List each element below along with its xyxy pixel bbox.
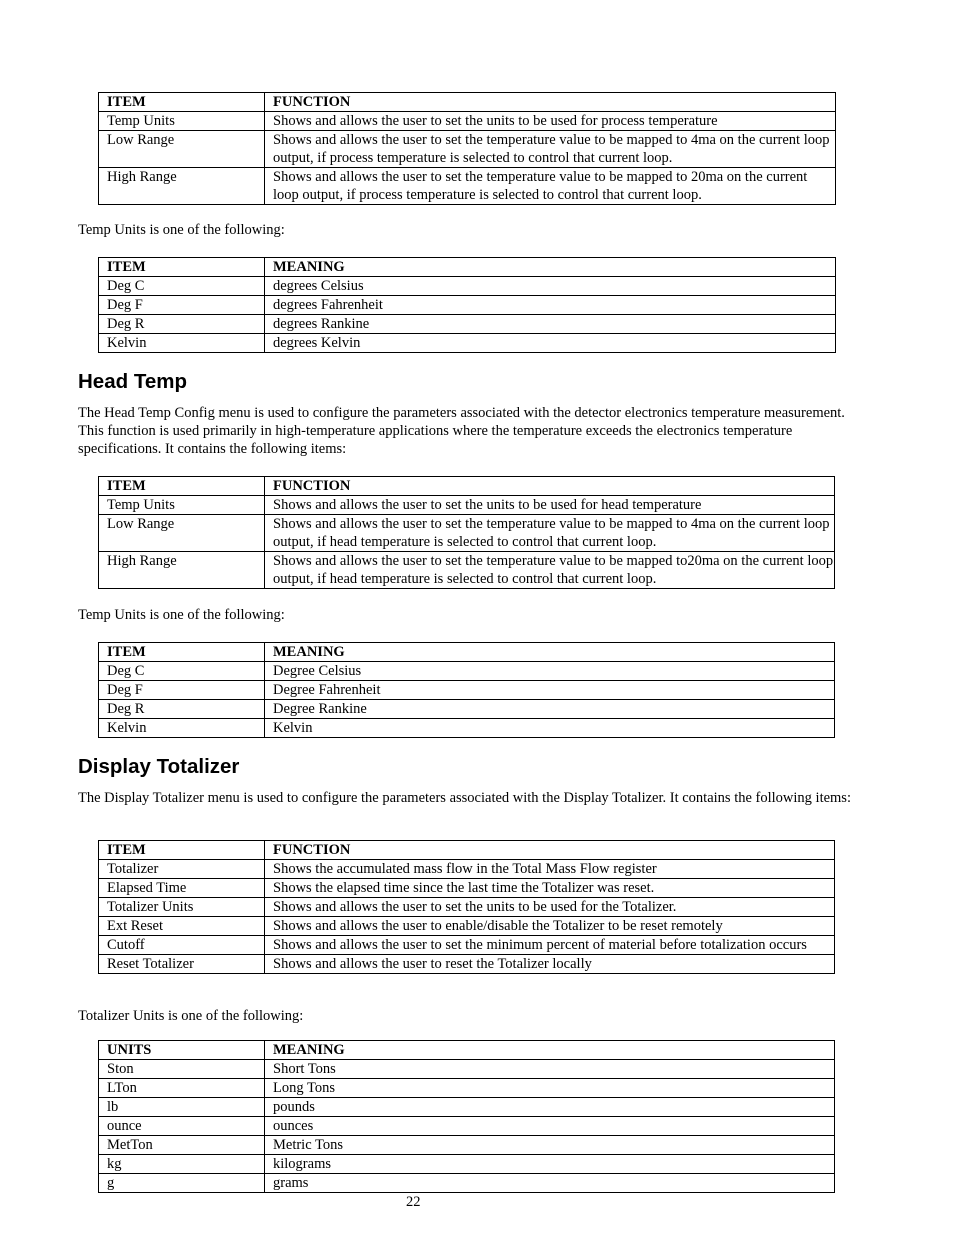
row-key-cell: Deg C bbox=[99, 277, 265, 296]
header-item: ITEM bbox=[99, 93, 265, 112]
row-value-cell: degrees Rankine bbox=[265, 315, 836, 334]
row-value-cell: Shows and allows the user to set the minimum percent of material before totalization occurs bbox=[265, 936, 835, 955]
table-row bbox=[99, 131, 836, 168]
row-key-cell: Deg R bbox=[99, 700, 265, 719]
row-key-cell: ounce bbox=[99, 1117, 265, 1136]
header-meaning: MEANING bbox=[265, 258, 836, 277]
header-function: FUNCTION bbox=[265, 93, 836, 112]
header-meaning: MEANING bbox=[265, 1041, 835, 1060]
row-value-cell: degrees Celsius bbox=[265, 277, 836, 296]
header-item: ITEM bbox=[99, 841, 265, 860]
row-value-cell: Short Tons bbox=[265, 1060, 835, 1079]
header-item: ITEM bbox=[99, 477, 265, 496]
row-key-cell: High Range bbox=[99, 552, 265, 589]
header-item: ITEM bbox=[99, 258, 265, 277]
row-value-cell: Shows and allows the user to set the units to be used for the Totalizer. bbox=[265, 898, 835, 917]
row-value-cell: Shows and allows the user to set the temperature value to be mapped to 4ma on the current loop output, if head temperature is selected to control that current loop. bbox=[265, 515, 835, 552]
row-value-cell: Shows the elapsed time since the last time the Totalizer was reset. bbox=[265, 879, 835, 898]
row-value-cell: Shows and allows the user to reset the Totalizer locally bbox=[265, 955, 835, 974]
page-number: 22 bbox=[406, 1194, 421, 1210]
row-value-cell: Degree Fahrenheit bbox=[265, 681, 835, 700]
row-key-cell: Ston bbox=[99, 1060, 265, 1079]
process-temp-items-table bbox=[98, 92, 836, 205]
table-row bbox=[99, 1174, 835, 1193]
process-temp-units-table bbox=[98, 257, 836, 353]
table-row bbox=[99, 1060, 835, 1079]
row-value-cell: Degree Celsius bbox=[265, 662, 835, 681]
display-totalizer-description: The Display Totalizer menu is used to configure the parameters associated with the Display Totalizer. It contains the following items: bbox=[78, 790, 851, 806]
table-row bbox=[99, 496, 835, 515]
row-key-cell: Low Range bbox=[99, 515, 265, 552]
table-row bbox=[99, 334, 836, 353]
row-value-cell: Degree Rankine bbox=[265, 700, 835, 719]
section-heading-display-totalizer: Display Totalizer bbox=[78, 755, 240, 778]
row-value-cell: Metric Tons bbox=[265, 1136, 835, 1155]
row-key-cell: g bbox=[99, 1174, 265, 1193]
row-value-cell: degrees Fahrenheit bbox=[265, 296, 836, 315]
row-key-cell: Deg C bbox=[99, 662, 265, 681]
header-function: FUNCTION bbox=[265, 477, 835, 496]
table-row bbox=[99, 277, 836, 296]
table-row bbox=[99, 1117, 835, 1136]
row-value-cell: pounds bbox=[265, 1098, 835, 1117]
row-key-cell: Kelvin bbox=[99, 334, 265, 353]
head-temp-items-table bbox=[98, 476, 835, 589]
table-row bbox=[99, 955, 835, 974]
row-key-cell: kg bbox=[99, 1155, 265, 1174]
table-row bbox=[99, 112, 836, 131]
table-row bbox=[99, 1136, 835, 1155]
row-value-cell: Shows the accumulated mass flow in the Total Mass Flow register bbox=[265, 860, 835, 879]
table-row bbox=[99, 1155, 835, 1174]
row-key-cell: MetTon bbox=[99, 1136, 265, 1155]
table-row bbox=[99, 681, 835, 700]
row-key-cell: Deg F bbox=[99, 296, 265, 315]
header-function: FUNCTION bbox=[265, 841, 835, 860]
row-key-cell: Kelvin bbox=[99, 719, 265, 738]
row-key-cell: Low Range bbox=[99, 131, 265, 168]
row-value-cell: Shows and allows the user to set the temperature value to be mapped to 4ma on the current loop output, if process temperature is selected to control that current loop. bbox=[265, 131, 836, 168]
table-row bbox=[99, 700, 835, 719]
row-key-cell: Cutoff bbox=[99, 936, 265, 955]
row-key-cell: Temp Units bbox=[99, 112, 265, 131]
row-key-cell: Totalizer Units bbox=[99, 898, 265, 917]
row-value-cell: Shows and allows the user to set the temperature value to be mapped to 20ma on the current loop output, if process temperature is selected to control that current loop. bbox=[265, 168, 836, 205]
table-row bbox=[99, 1098, 835, 1117]
table-row bbox=[99, 879, 835, 898]
table-row bbox=[99, 315, 836, 334]
row-key-cell: Deg F bbox=[99, 681, 265, 700]
table-row bbox=[99, 936, 835, 955]
row-value-cell: Shows and allows the user to set the units to be used for head temperature bbox=[265, 496, 835, 515]
table-row bbox=[99, 168, 836, 205]
row-key-cell: High Range bbox=[99, 168, 265, 205]
row-key-cell: Deg R bbox=[99, 315, 265, 334]
head-temp-units-table bbox=[98, 642, 835, 738]
row-value-cell: Shows and allows the user to set the units to be used for process temperature bbox=[265, 112, 836, 131]
table-row bbox=[99, 898, 835, 917]
row-value-cell: degrees Kelvin bbox=[265, 334, 836, 353]
table-row bbox=[99, 515, 835, 552]
head-temp-description: The Head Temp Config menu is used to configure the parameters associated with the detector electronics temperature measurement. This function is used primarily in high-temperature applications where the temperature exceeds the electronics temperature specifications. It contains the following items: bbox=[78, 405, 845, 457]
table-row bbox=[99, 552, 835, 589]
table-row bbox=[99, 860, 835, 879]
header-meaning: MEANING bbox=[265, 643, 835, 662]
row-key-cell: Reset Totalizer bbox=[99, 955, 265, 974]
row-key-cell: Ext Reset bbox=[99, 917, 265, 936]
row-key-cell: LTon bbox=[99, 1079, 265, 1098]
table-row bbox=[99, 719, 835, 738]
totalizer-units-intro: Totalizer Units is one of the following: bbox=[78, 1008, 304, 1024]
row-value-cell: kilograms bbox=[265, 1155, 835, 1174]
totalizer-units-table bbox=[98, 1040, 835, 1193]
row-key-cell: lb bbox=[99, 1098, 265, 1117]
row-value-cell: Shows and allows the user to set the temperature value to be mapped to20ma on the current loop output, if head temperature is selected to control that current loop. bbox=[265, 552, 835, 589]
table-row bbox=[99, 1079, 835, 1098]
header-units: UNITS bbox=[99, 1041, 265, 1060]
row-key-cell: Elapsed Time bbox=[99, 879, 265, 898]
section-heading-head-temp: Head Temp bbox=[78, 370, 187, 393]
row-value-cell: Long Tons bbox=[265, 1079, 835, 1098]
head-temp-units-intro: Temp Units is one of the following: bbox=[78, 607, 285, 623]
row-value-cell: Kelvin bbox=[265, 719, 835, 738]
row-value-cell: ounces bbox=[265, 1117, 835, 1136]
table-row bbox=[99, 917, 835, 936]
row-key-cell: Temp Units bbox=[99, 496, 265, 515]
row-value-cell: grams bbox=[265, 1174, 835, 1193]
table-row bbox=[99, 296, 836, 315]
header-item: ITEM bbox=[99, 643, 265, 662]
temp-units-intro: Temp Units is one of the following: bbox=[78, 222, 285, 238]
row-key-cell: Totalizer bbox=[99, 860, 265, 879]
display-totalizer-items-table bbox=[98, 840, 835, 974]
row-value-cell: Shows and allows the user to enable/disable the Totalizer to be reset remotely bbox=[265, 917, 835, 936]
table-row bbox=[99, 662, 835, 681]
